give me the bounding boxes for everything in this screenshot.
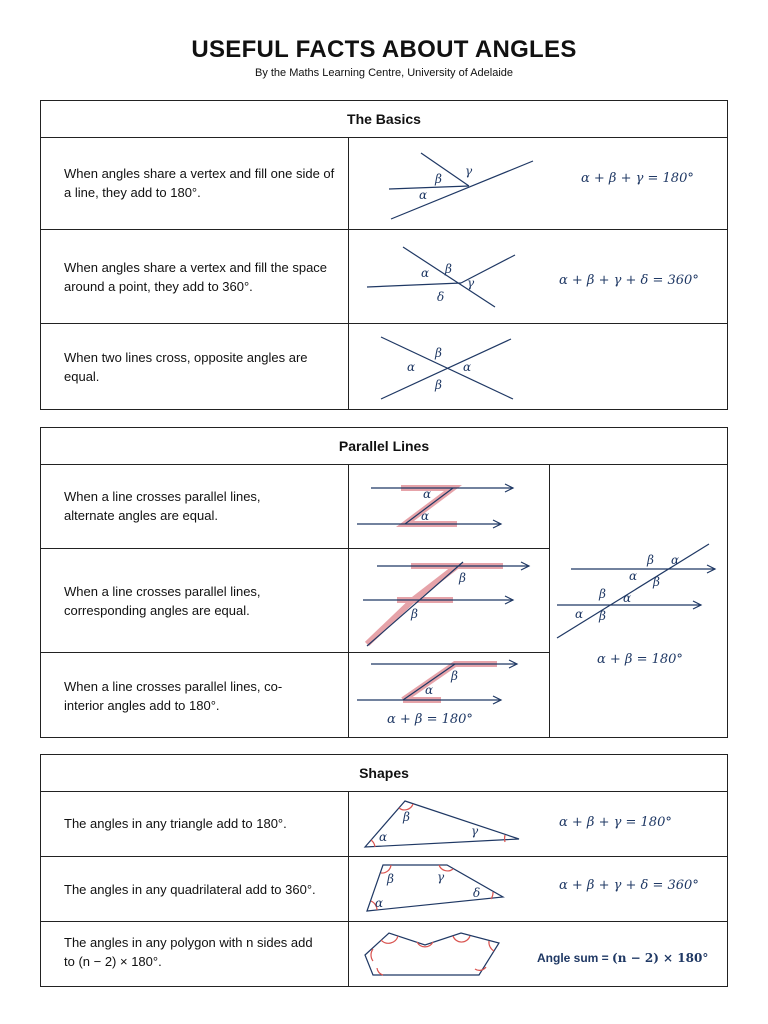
parallel-row-3-text: When a line crosses parallel lines, co-interior angles add to 180°. (64, 678, 283, 713)
quadrilateral-diagram (361, 861, 511, 917)
basics-row-3-text: When two lines cross, opposite angles are equal. (64, 350, 308, 384)
label-gamma: γ (437, 870, 445, 884)
shapes-row-2-text: The angles in any quadrilateral add to 360°. (64, 881, 316, 897)
label-alpha: α (629, 569, 638, 583)
label-alpha: α (671, 553, 680, 567)
label-alpha: α (375, 896, 384, 910)
basics-row-2-text: When angles share a vertex and fill the space around a point, they add to 360°. (64, 259, 328, 294)
parallel-lines-panel (40, 427, 728, 738)
polygon-diagram (361, 927, 511, 983)
corresponding-angles-diagram (353, 558, 543, 648)
label-beta: β (435, 346, 442, 360)
polygon-text-line-1: The angles in any polygon with n sides add (64, 935, 313, 950)
triangle-diagram (359, 797, 525, 855)
label-beta: β (403, 810, 410, 824)
polygon-text-line-2: to (n − 2) × 180°. (64, 954, 162, 969)
label-delta: δ (473, 886, 481, 900)
parallel-side-formula: α + β = 180° (597, 652, 683, 667)
label-beta: β (459, 571, 466, 585)
polygon-formula (537, 949, 708, 967)
label-alpha: α (421, 266, 430, 280)
label-gamma: γ (465, 164, 473, 178)
parallel-row-2-text: When a line crosses parallel lines, corresponding angles are equal. (64, 583, 261, 618)
label-beta: β (647, 553, 654, 567)
combined-parallel-diagram (553, 538, 725, 642)
column-divider (549, 464, 550, 738)
label-beta: β (653, 575, 660, 589)
basics-heading: The Basics (41, 101, 727, 138)
basics-row-1-text: When angles share a vertex and fill one side of a line, they add to 180°. (64, 166, 335, 200)
full-turn-angles-diagram (363, 243, 543, 311)
basics-row-1-formula: α + β + γ = 180° (581, 171, 694, 186)
crossing-lines-diagram (375, 331, 521, 403)
label-alpha: α (419, 188, 428, 202)
label-alpha: α (407, 360, 416, 374)
label-alpha: α (425, 683, 434, 697)
parallel-row-1-text: When a line crosses parallel lines, alternate angles are equal. (64, 489, 261, 523)
column-divider (348, 791, 349, 987)
shapes-row-3-text (64, 933, 342, 971)
alternate-angles-diagram (353, 478, 543, 534)
label-alpha: α (421, 509, 430, 523)
page-title: USEFUL FACTS ABOUT ANGLES (191, 36, 577, 63)
label-beta: β (387, 872, 394, 886)
column-divider (348, 464, 349, 738)
shapes-heading: Shapes (41, 755, 727, 792)
label-alpha: α (423, 487, 432, 501)
polygon-formula-prefix: Angle sum = (537, 951, 613, 965)
straight-line-angles-diagram (381, 149, 541, 223)
label-delta: δ (437, 290, 445, 304)
label-beta: β (451, 669, 458, 683)
polygon-formula-value: (n − 2) × 180° (612, 951, 709, 965)
page-subtitle: By the Maths Learning Centre, University of Adelaide (254, 67, 514, 79)
label-alpha: α (379, 830, 388, 844)
label-beta: β (435, 378, 442, 392)
label-beta: β (445, 262, 452, 276)
quadrilateral-formula: α + β + γ + δ = 360° (559, 878, 699, 893)
basics-row-2-formula: α + β + γ + δ = 360° (559, 273, 699, 288)
basics-panel (40, 100, 728, 410)
label-beta: β (599, 609, 606, 623)
co-interior-formula: α + β = 180° (387, 712, 473, 727)
label-alpha: α (623, 591, 632, 605)
label-beta: β (599, 587, 606, 601)
column-divider (348, 137, 349, 410)
label-gamma: γ (471, 824, 479, 838)
row-divider (41, 921, 727, 922)
label-beta: β (411, 607, 418, 621)
label-beta: β (435, 172, 442, 186)
triangle-formula: α + β + γ = 180° (559, 815, 672, 830)
label-alpha: α (463, 360, 472, 374)
label-alpha: α (575, 607, 584, 621)
label-gamma: γ (467, 276, 475, 290)
parallel-heading: Parallel Lines (41, 428, 727, 465)
shapes-panel (40, 754, 728, 987)
shapes-row-1-text: The angles in any triangle add to 180°. (64, 816, 287, 831)
co-interior-angles-diagram (353, 658, 543, 708)
